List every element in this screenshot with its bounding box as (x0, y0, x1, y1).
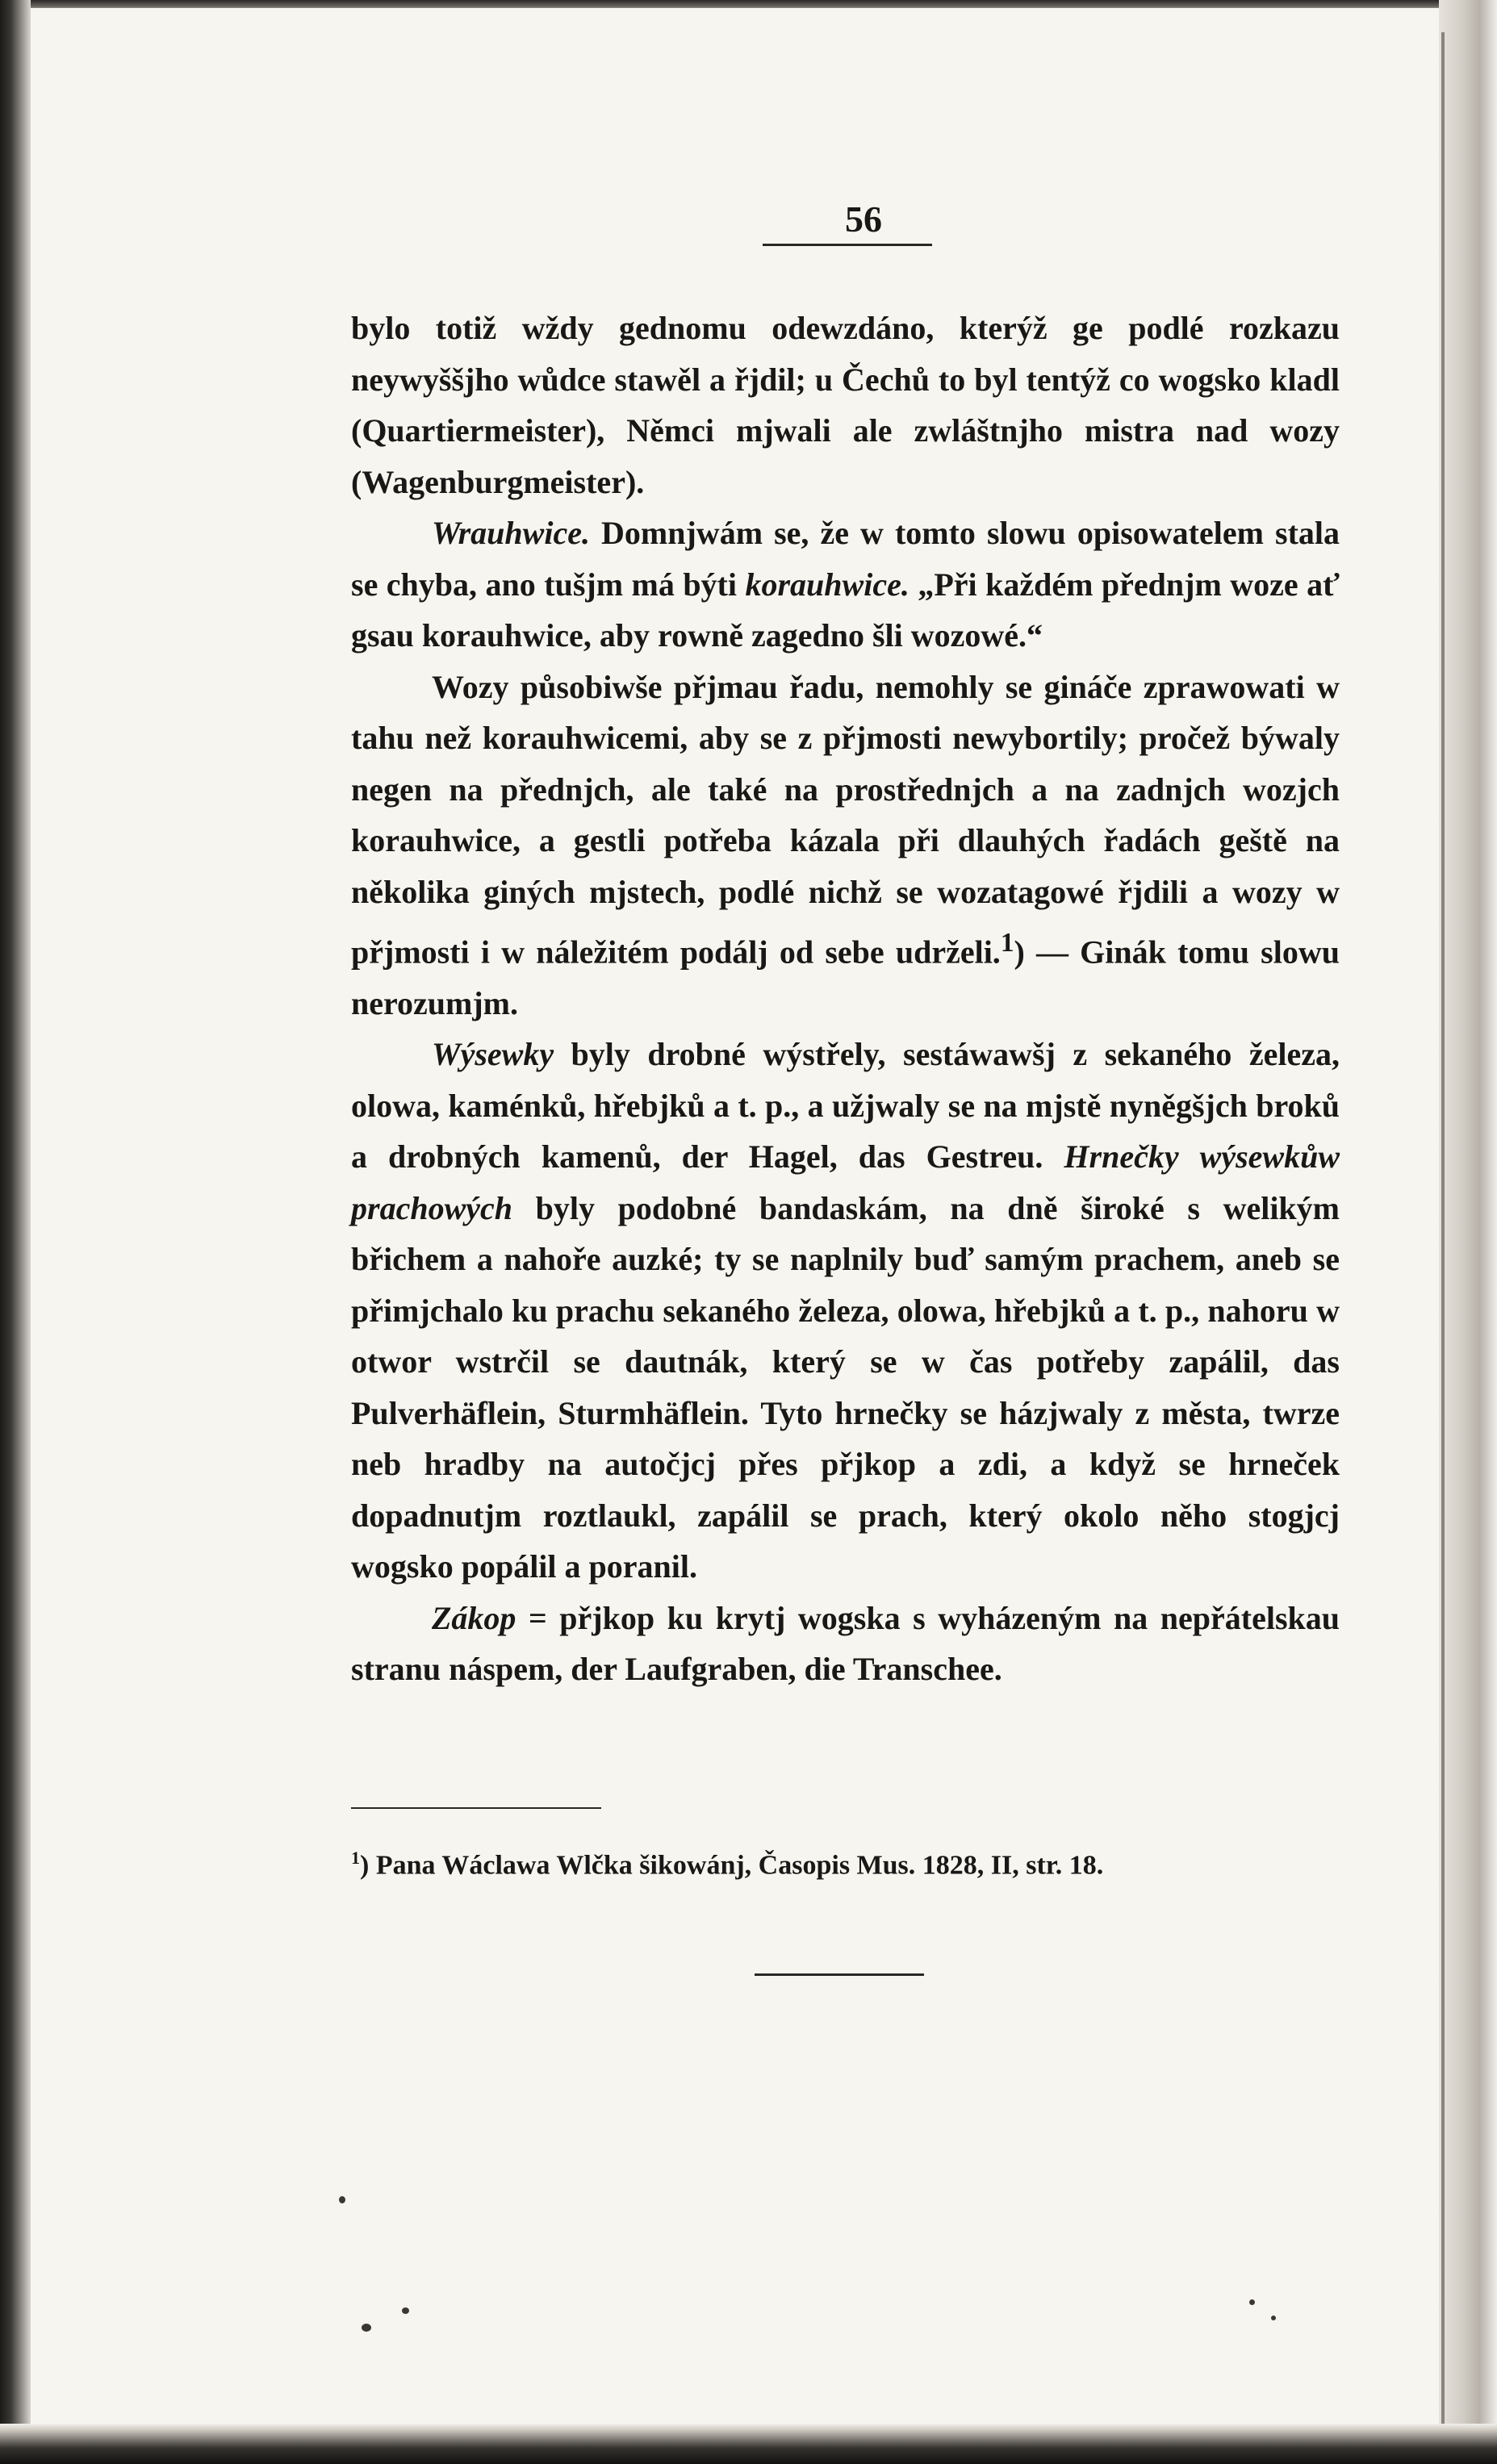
body-text (351, 303, 1340, 1695)
paragraph-text-tail: byly podobné bandaskám, na dně široké s welikým břichem a nahoře auzké; ty se naplnily buď samým prachem, aneb se přimjchalo ku prachu sekaného železa, olowa, hřebjků a t. p., nahoru w otwor wstrčil se dautnák, který se w čas potřeby zapálil, das Pulverhäflein, Sturmhäflein. Tyto hrnečky se házjwaly z města, twrze neb hradby na autočjcj přes přjkop a zdi, a když se hrneček dopadnutjm roztlaukl, zapálil se prach, který okolo něho stogjcj wogsko popálil a poranil. (351, 1189, 1340, 1585)
paragraph-text: = přjkop ku krytj wogska s wyházeným na nepřátelskau stranu náspem, der Laufgraben, die Transchee. (351, 1599, 1340, 1688)
scan-edge-right (1439, 0, 1497, 2464)
paragraph-3 (351, 662, 1340, 1029)
scan-speck (402, 2307, 409, 2314)
page-edge-line (1441, 32, 1445, 2437)
paragraph-5 (351, 1593, 1340, 1695)
scan-edge-bottom (0, 2424, 1497, 2464)
paragraph-text: byly drobné wýstřely, sestáwawšj z sekaného železa, olowa, kaménků, hřebjků a t. p., a užjwaly se na mjstě nyněgšjch broků a drobných kamenů, der Hagel, das Gestreu. (351, 1036, 1340, 1176)
term-korauhwice: korauhwice. (745, 566, 909, 603)
paragraph-text: Wozy působiwše přjmau řadu, nemohly se gináče zprawowati w tahu než korauhwicemi, aby se z přjmosti newybortily; pročež býwaly negen na přednjch, ale také na prostřednjch a na zadnjch wozjch korauhwice, a gestli potřeba kázala při dlauhých řadách geště na několika giných mjstech, podlé nichž se wozatagowé řjdili a wozy w přjmosti i w náležitém podálj od sebe udrželi. (351, 668, 1340, 971)
scan-speck (362, 2324, 371, 2332)
footnote-reference: 1 (1000, 928, 1014, 958)
header-rule (763, 244, 932, 246)
footnote-text: ) Pana Wáclawa Wlčka šikowánj, Časopis Mus. 1828, II, str. 18. (360, 1850, 1104, 1881)
footnote (351, 1848, 1340, 1881)
footnote-rule (351, 1807, 601, 1809)
scan-speck (339, 2196, 345, 2203)
paragraph-text-quote: „Při každém přednjm woze ať gsau korauhwice, aby rowně zagedno šli wozowé.“ (351, 566, 1340, 654)
scan-speck (1249, 2299, 1255, 2305)
paragraph-4 (351, 1029, 1340, 1593)
scan-edge-left (0, 0, 31, 2464)
term-hrnecky: Hrnečky wýsewkůw prachowých (351, 1138, 1340, 1226)
page-number: 56 (845, 198, 882, 240)
term-wysewky: Wýsewky (432, 1036, 554, 1073)
footnote-mark: 1 (351, 1848, 360, 1868)
paragraph-text: Domnjwám se, že w tomto slowu opisowatelem stala se chyba, ano tušjm má býti (351, 515, 1340, 603)
term-wrauhwice: Wrauhwice. (432, 515, 590, 551)
end-rule (755, 1973, 924, 1976)
paragraph-text: bylo totiž wždy gednomu odewzdáno, kterýž ge podlé rozkazu neywyššjho wůdce stawěl a řjdil; u Čechů to byl tentýž co wogsko kladl (Quartiermeister), Němci mjwali ale zwláštnjho mistra nad wozy (Wagenburgmeister). (351, 310, 1340, 500)
paragraph-text-tail: ) — Ginák tomu slowu nerozumjm. (351, 933, 1340, 1021)
term-zakop: Zákop (432, 1599, 516, 1636)
paragraph-1 (351, 303, 1340, 507)
scan-speck (1271, 2316, 1276, 2320)
paragraph-2 (351, 507, 1340, 662)
